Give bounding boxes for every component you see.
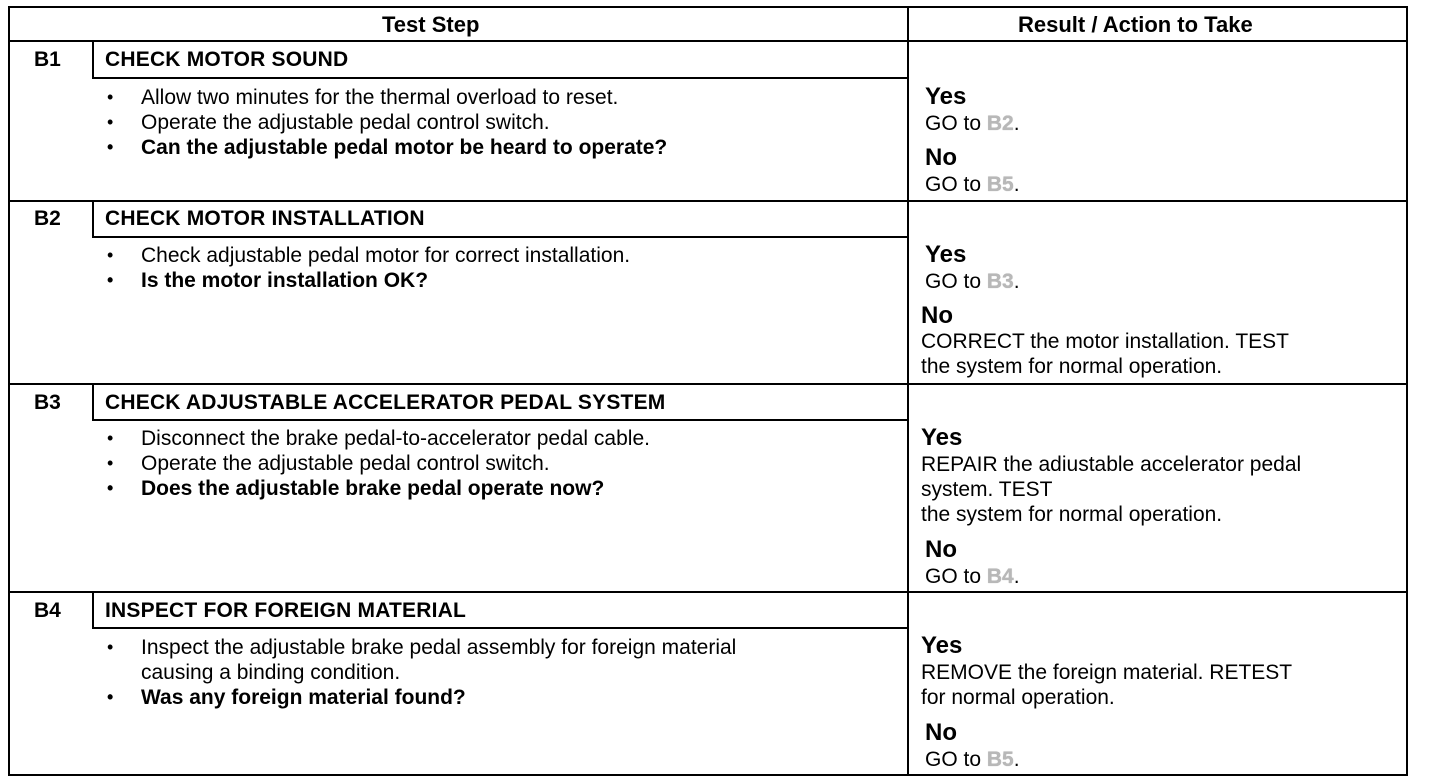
step-id: B1 <box>34 48 61 71</box>
row-divider <box>10 591 1406 593</box>
title-divider <box>92 627 907 629</box>
title-divider <box>92 77 907 79</box>
step-link-b5[interactable]: B5 <box>986 173 1014 196</box>
yes-action: for normal operation. <box>921 686 1115 709</box>
diagnostic-table <box>8 6 1408 776</box>
row-divider <box>10 383 1406 385</box>
step-link-b4[interactable]: B4 <box>986 565 1014 588</box>
id-divider <box>92 200 94 238</box>
yes-action: REPAIR the adiustable accelerator pedal <box>921 453 1302 476</box>
yes-action: the system for normal operation. <box>921 503 1223 526</box>
yes-action: GO to B2. <box>925 112 1020 135</box>
step-link-b5[interactable]: B5 <box>986 748 1014 771</box>
no-label: No <box>925 144 957 171</box>
step-bullet: • Operate the adjustable pedal control switch. <box>107 452 550 475</box>
step-bullet: • Allow two minutes for the thermal overload to reset. <box>107 86 619 109</box>
step-bullet-continued: causing a binding condition. <box>141 661 401 684</box>
step-title: INSPECT FOR FOREIGN MATERIAL <box>105 599 467 622</box>
no-action: the system for normal operation. <box>921 355 1223 378</box>
step-id: B4 <box>34 599 61 622</box>
step-question: • Can the adjustable pedal motor be heard to operate? <box>107 136 668 159</box>
row-divider <box>10 200 1406 202</box>
yes-label: Yes <box>925 83 967 110</box>
column-divider <box>907 8 909 774</box>
step-question: • Was any foreign material found? <box>107 686 466 709</box>
no-action: GO to B5. <box>925 173 1020 196</box>
step-question: • Does the adjustable brake pedal operate now? <box>107 477 605 500</box>
no-action: CORRECT the motor installation. TEST <box>921 330 1290 353</box>
step-link-b3[interactable]: B3 <box>986 270 1014 293</box>
no-label: No <box>925 536 957 563</box>
step-id: B2 <box>34 207 61 230</box>
id-divider <box>92 591 94 629</box>
header-test-step: Test Step <box>382 12 480 37</box>
no-label: No <box>925 719 957 746</box>
step-title: CHECK MOTOR INSTALLATION <box>105 207 425 230</box>
step-id: B3 <box>34 391 61 414</box>
no-label: No <box>921 302 953 329</box>
step-link-b2[interactable]: B2 <box>986 112 1014 135</box>
step-title: CHECK ADJUSTABLE ACCELERATOR PEDAL SYSTEM <box>105 391 666 414</box>
step-bullet: • Operate the adjustable pedal control switch. <box>107 111 550 134</box>
step-question: • Is the motor installation OK? <box>107 269 429 292</box>
header-divider <box>10 40 1406 42</box>
title-divider <box>92 236 907 238</box>
yes-action: REMOVE the foreign material. RETEST <box>921 661 1293 684</box>
yes-label: Yes <box>925 241 967 268</box>
header-result-action: Result / Action to Take <box>1018 12 1253 37</box>
step-title: CHECK MOTOR SOUND <box>105 48 349 71</box>
yes-action: system. TEST <box>921 478 1053 501</box>
yes-label: Yes <box>921 424 963 451</box>
step-bullet: • Inspect the adjustable brake pedal assembly for foreign material <box>107 636 737 659</box>
step-bullet: • Check adjustable pedal motor for correct installation. <box>107 244 631 267</box>
step-bullet: • Disconnect the brake pedal-to-accelerator pedal cable. <box>107 427 650 450</box>
title-divider <box>92 419 907 421</box>
yes-action: GO to B3. <box>925 270 1020 293</box>
no-action: GO to B4. <box>925 565 1020 588</box>
id-divider <box>92 383 94 421</box>
yes-label: Yes <box>921 632 963 659</box>
id-divider <box>92 40 94 78</box>
no-action: GO to B5. <box>925 748 1020 771</box>
